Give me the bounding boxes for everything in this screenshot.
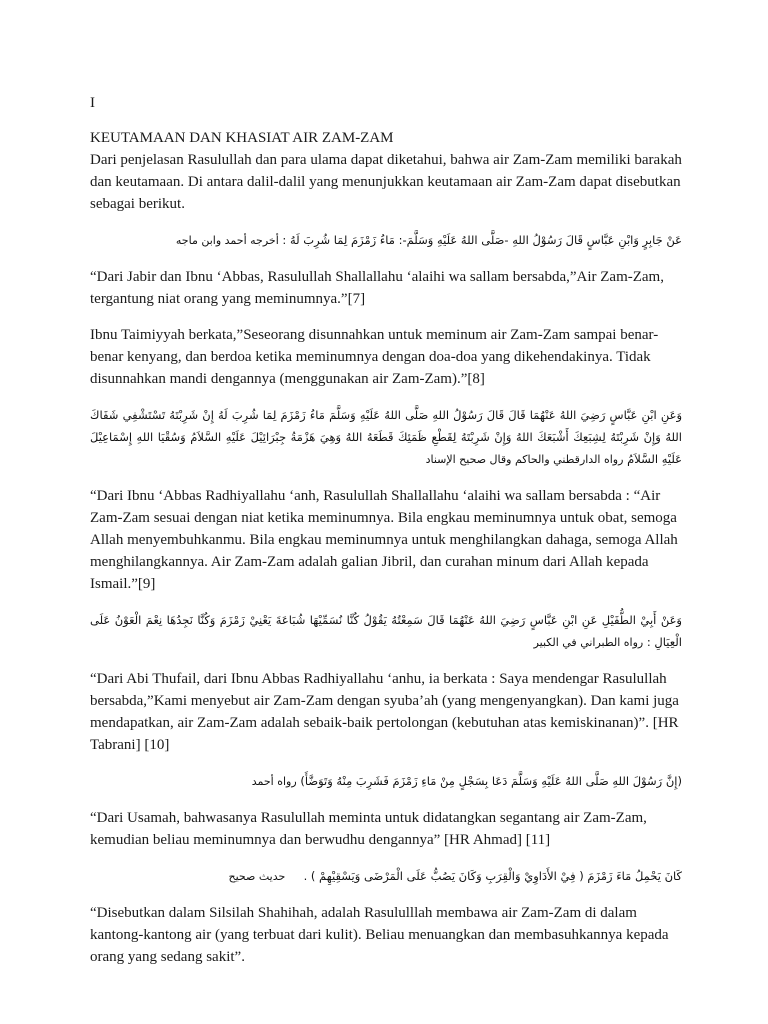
arabic-text: عَنْ جَابِرٍ وَابْنِ عَبَّاسٍ قَالَ رَسُوْلُ اللهِ -صَلَّى اللهُ عَلَيْهِ وَسَلَّمَ-: مَاءُ زَمْزَمَ لِمَا شُرِبَ لَهُ [289, 233, 682, 247]
intro-paragraph: Dari penjelasan Rasulullah dan para ulama dapat diketahui, bahwa air Zam-Zam memiliki barakah dan keutamaan. Di antara dalil-dalil yang menunjukkan keutamaan air Zam-Zam dapat disebutkan sebagai berikut. [90, 152, 682, 212]
arabic-hadith-5 [90, 865, 682, 888]
document-title: KEUTAMAAN DAN KHASIAT AIR ZAM-ZAM [90, 130, 394, 146]
hadith-source: حديث صحيح [228, 870, 286, 883]
translation-2: “Dari Ibnu ‘Abbas Radhiyallahu ‘anh, Rasulullah Shallallahu ‘alaihi wa sallam bersabda : “Air Zam-Zam sesuai dengan niat ketika meminumnya. Bila engkau meminumnya untuk obat, semoga Allah menyembuhkanmu. Bila engkau meminumnya untuk menghilangkan dahaga, semoga Allah menghilangkannya. Air Zam-Zam adalah galian Jibril, dan curahan minum dari Allah kepada Ismail.”[9] [90, 488, 678, 592]
hadith-source: رواه الدارقطني والحاكم وقال صحيح الإسناد [425, 453, 624, 466]
hadith-source: رواه الطبراني في الكبير [533, 636, 644, 649]
arabic-text: وَعَنْ أَبِيْ الطُّفَيْلِ عَنِ ابْنِ عَبَّاسٍ رَضِيَ اللهُ عَنْهُمَا قَالَ سَمِعْتُهُ يَقُوْلُ كُنَّا نُسَمِّيْهَا شُبَاعَةَ يَعْنِيْ زَمْزَمَ وَكُنَّا نَجِدُهَا نِعْمَ الْعَوْنُ عَلَى الْعِيَالِ [90, 613, 682, 649]
hadith-source: أخرجه أحمد وابن ماجه [175, 234, 279, 247]
arabic-hadith-1: عَنْ جَابِرٍ وَابْنِ عَبَّاسٍ قَالَ رَسُوْلُ اللهِ -صَلَّى اللهُ عَلَيْهِ وَسَلَّمَ-: مَاءُ زَمْزَمَ لِمَا شُرِبَ لَهُ : أخرجه أحمد وابن ماجه [175, 233, 682, 247]
arabic-hadith-3: وَعَنْ أَبِيْ الطُّفَيْلِ عَنِ ابْنِ عَبَّاسٍ رَضِيَ اللهُ عَنْهُمَا قَالَ سَمِعْتُهُ يَقُوْلُ كُنَّا نُسَمِّيْهَا شُبَاعَةَ يَعْنِيْ زَمْزَمَ وَكُنَّا نَجِدُهَا نِعْمَ الْعَوْنُ عَلَى الْعِيَالِ : رواه الطبراني في الكبير [90, 613, 682, 649]
chapter-label: I [90, 95, 95, 111]
ibnu-taimiyyah-paragraph: Ibnu Taimiyyah berkata,”Seseorang disunnahkan untuk meminum air Zam-Zam sampai benar-benar kenyang, dan berdoa ketika meminumnya dengan doa-doa yang dikehendakinya. Tidak disunnahkan mandi dengannya (menggunakan air Zam-Zam).”[8] [90, 327, 659, 387]
arabic-text: وَعَنِ ابْنِ عَبَّاسٍ رَضِيَ اللهُ عَنْهُمَا قَالَ قَالَ رَسُوْلُ اللهِ صَلَّى اللهُ عَلَيْهِ وَسَلَّمَ مَاءُ زَمْزَمَ لِمَا شُرِبَ لَهُ إِنْ شَرِبْتَهُ تَسْتَشْفِي شَفَاكَ اللهُ وَإِنْ شَرِبْتَهُ لِشِبَعِكَ أَشْبَعَكَ اللهُ وَإِنْ شَرِبْتَهُ لِقَطْعِ ظَمَئِكَ قَطَعَهُ اللهُ وَهِيَ هَزْمَةُ جِبْرَائِيْلَ عَلَيْهِ السَّلاَمُ وَسُقْيَا اللهِ إِسْمَاعِيْلَ عَلَيْهِ السَّلاَمُ [90, 408, 682, 466]
document-page [90, 92, 682, 982]
arabic-hadith-4 [90, 770, 682, 793]
translation-3: “Dari Abi Thufail, dari Ibnu Abbas Radhiyallahu ‘anhu, ia berkata : Saya mendengar Rasulullah bersabda,”Kami menyebut air Zam-Zam dengan syuba’ah (yang mengenyangkan). Dan kami juga mendapatkan, air Zam-Zam adalah sebaik-baik pertolongan (kebutuhan atas kemiskinanan)”. [HR Tabrani] [10] [90, 671, 679, 753]
translation-4: “Dari Usamah, bahwasanya Rasulullah meminta untuk didatangkan segantang air Zam-Zam, kemudian beliau meminumnya dan berwudhu dengannya” [HR Ahmad] [11] [90, 810, 647, 848]
arabic-text: كَانَ يَحْمِلُ مَاءَ زَمْزَمَ ( فِيْ الأَدَاوِيْ وَالْقِرَبِ وَكَانَ يَصُبُّ عَلَى الْمَرْضَى وَيَسْقِيْهِمْ ) . [303, 869, 682, 883]
arabic-hadith-2 [90, 404, 682, 471]
arabic-text: (إِنَّ رَسُوْلَ اللهِ صَلَّى اللهُ عَلَيْهِ وَسَلَّمَ دَعَا بِسَجْلٍ مِنْ مَاءِ زَمْزَمَ فَشَرِبَ مِنْهُ وَتَوَضَّأَ) [300, 774, 682, 788]
translation-5: “Disebutkan dalam Silsilah Shahihah, adalah Rasululllah membawa air Zam-Zam di dalam kantong-kantong air (yang terbuat dari kulit). Beliau menuangkan dan membasuhkannya kepada orang yang sedang sakit”. [90, 905, 669, 965]
translation-1: “Dari Jabir dan Ibnu ‘Abbas, Rasulullah Shallallahu ‘alaihi wa sallam bersabda,”Air Zam-Zam, tergantung niat orang yang meminumnya.”[7] [90, 269, 664, 307]
hadith-source: رواه أحمد [251, 775, 297, 788]
